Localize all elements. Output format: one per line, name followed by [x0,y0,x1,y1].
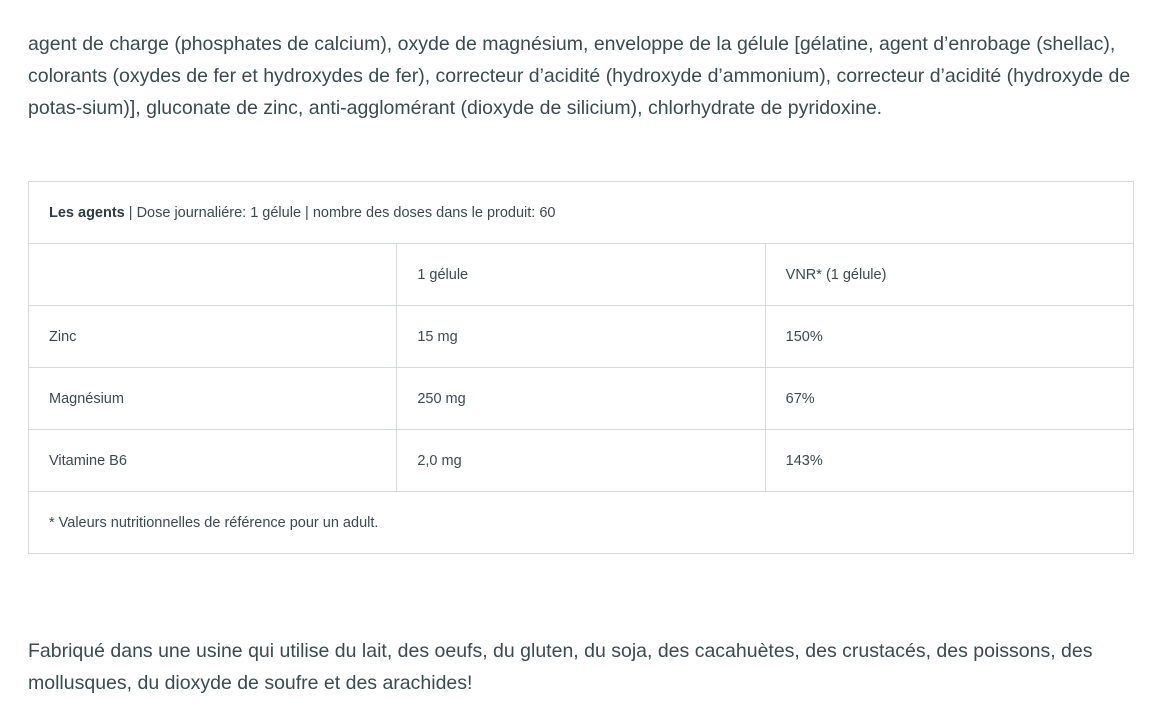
table-row [29,306,1134,368]
nutrient-name: Vitamine B6 [29,430,397,492]
nutrient-dose: 2,0 mg [397,430,765,492]
table-row [29,430,1134,492]
table-caption-details: | Dose journaliére: 1 gélule | nombre des doses dans le produit: 60 [124,204,556,221]
allergen-paragraph: Fabriqué dans une usine qui utilise du lait, des oeufs, du gluten, du soja, des cacahuètes, des crustacés, des poissons, des mollusques, du dioxyde de soufre et des arachides! [28,640,1093,694]
header-dose: 1 gélule [397,244,765,306]
table-footnote-row [29,492,1134,554]
header-vnr: VNR* (1 gélule) [765,244,1133,306]
table-caption-row [29,182,1134,244]
ingredients-paragraph: agent de charge (phosphates de calcium), oxyde de magnésium, enveloppe de la gélule [gélatine, agent d’enrobage (shellac), colorants (oxydes de fer et hydroxydes de fer), correcteur d’acidité (hydroxyde d’ammonium), correcteur d’acidité (hydroxyde de potas-sium)], gluconate de zinc, anti-agglomérant (dioxyde de silicium), chlorhydrate de pyridoxine. [28,33,1131,119]
nutrient-dose: 15 mg [397,306,765,368]
nutrient-vnr: 67% [765,368,1133,430]
nutrient-name: Zinc [29,306,397,368]
table-row [29,368,1134,430]
nutrition-table [28,181,1134,554]
nutrient-vnr: 143% [765,430,1133,492]
table-footnote: * Valeurs nutritionnelles de référence pour un adult. [29,492,1134,554]
header-empty [29,244,397,306]
nutrient-name: Magnésium [29,368,397,430]
table-caption-title: Les agents [49,204,125,221]
table-caption [29,182,1134,244]
nutrient-vnr: 150% [765,306,1133,368]
nutrient-dose: 250 mg [397,368,765,430]
table-header-row [29,244,1134,306]
